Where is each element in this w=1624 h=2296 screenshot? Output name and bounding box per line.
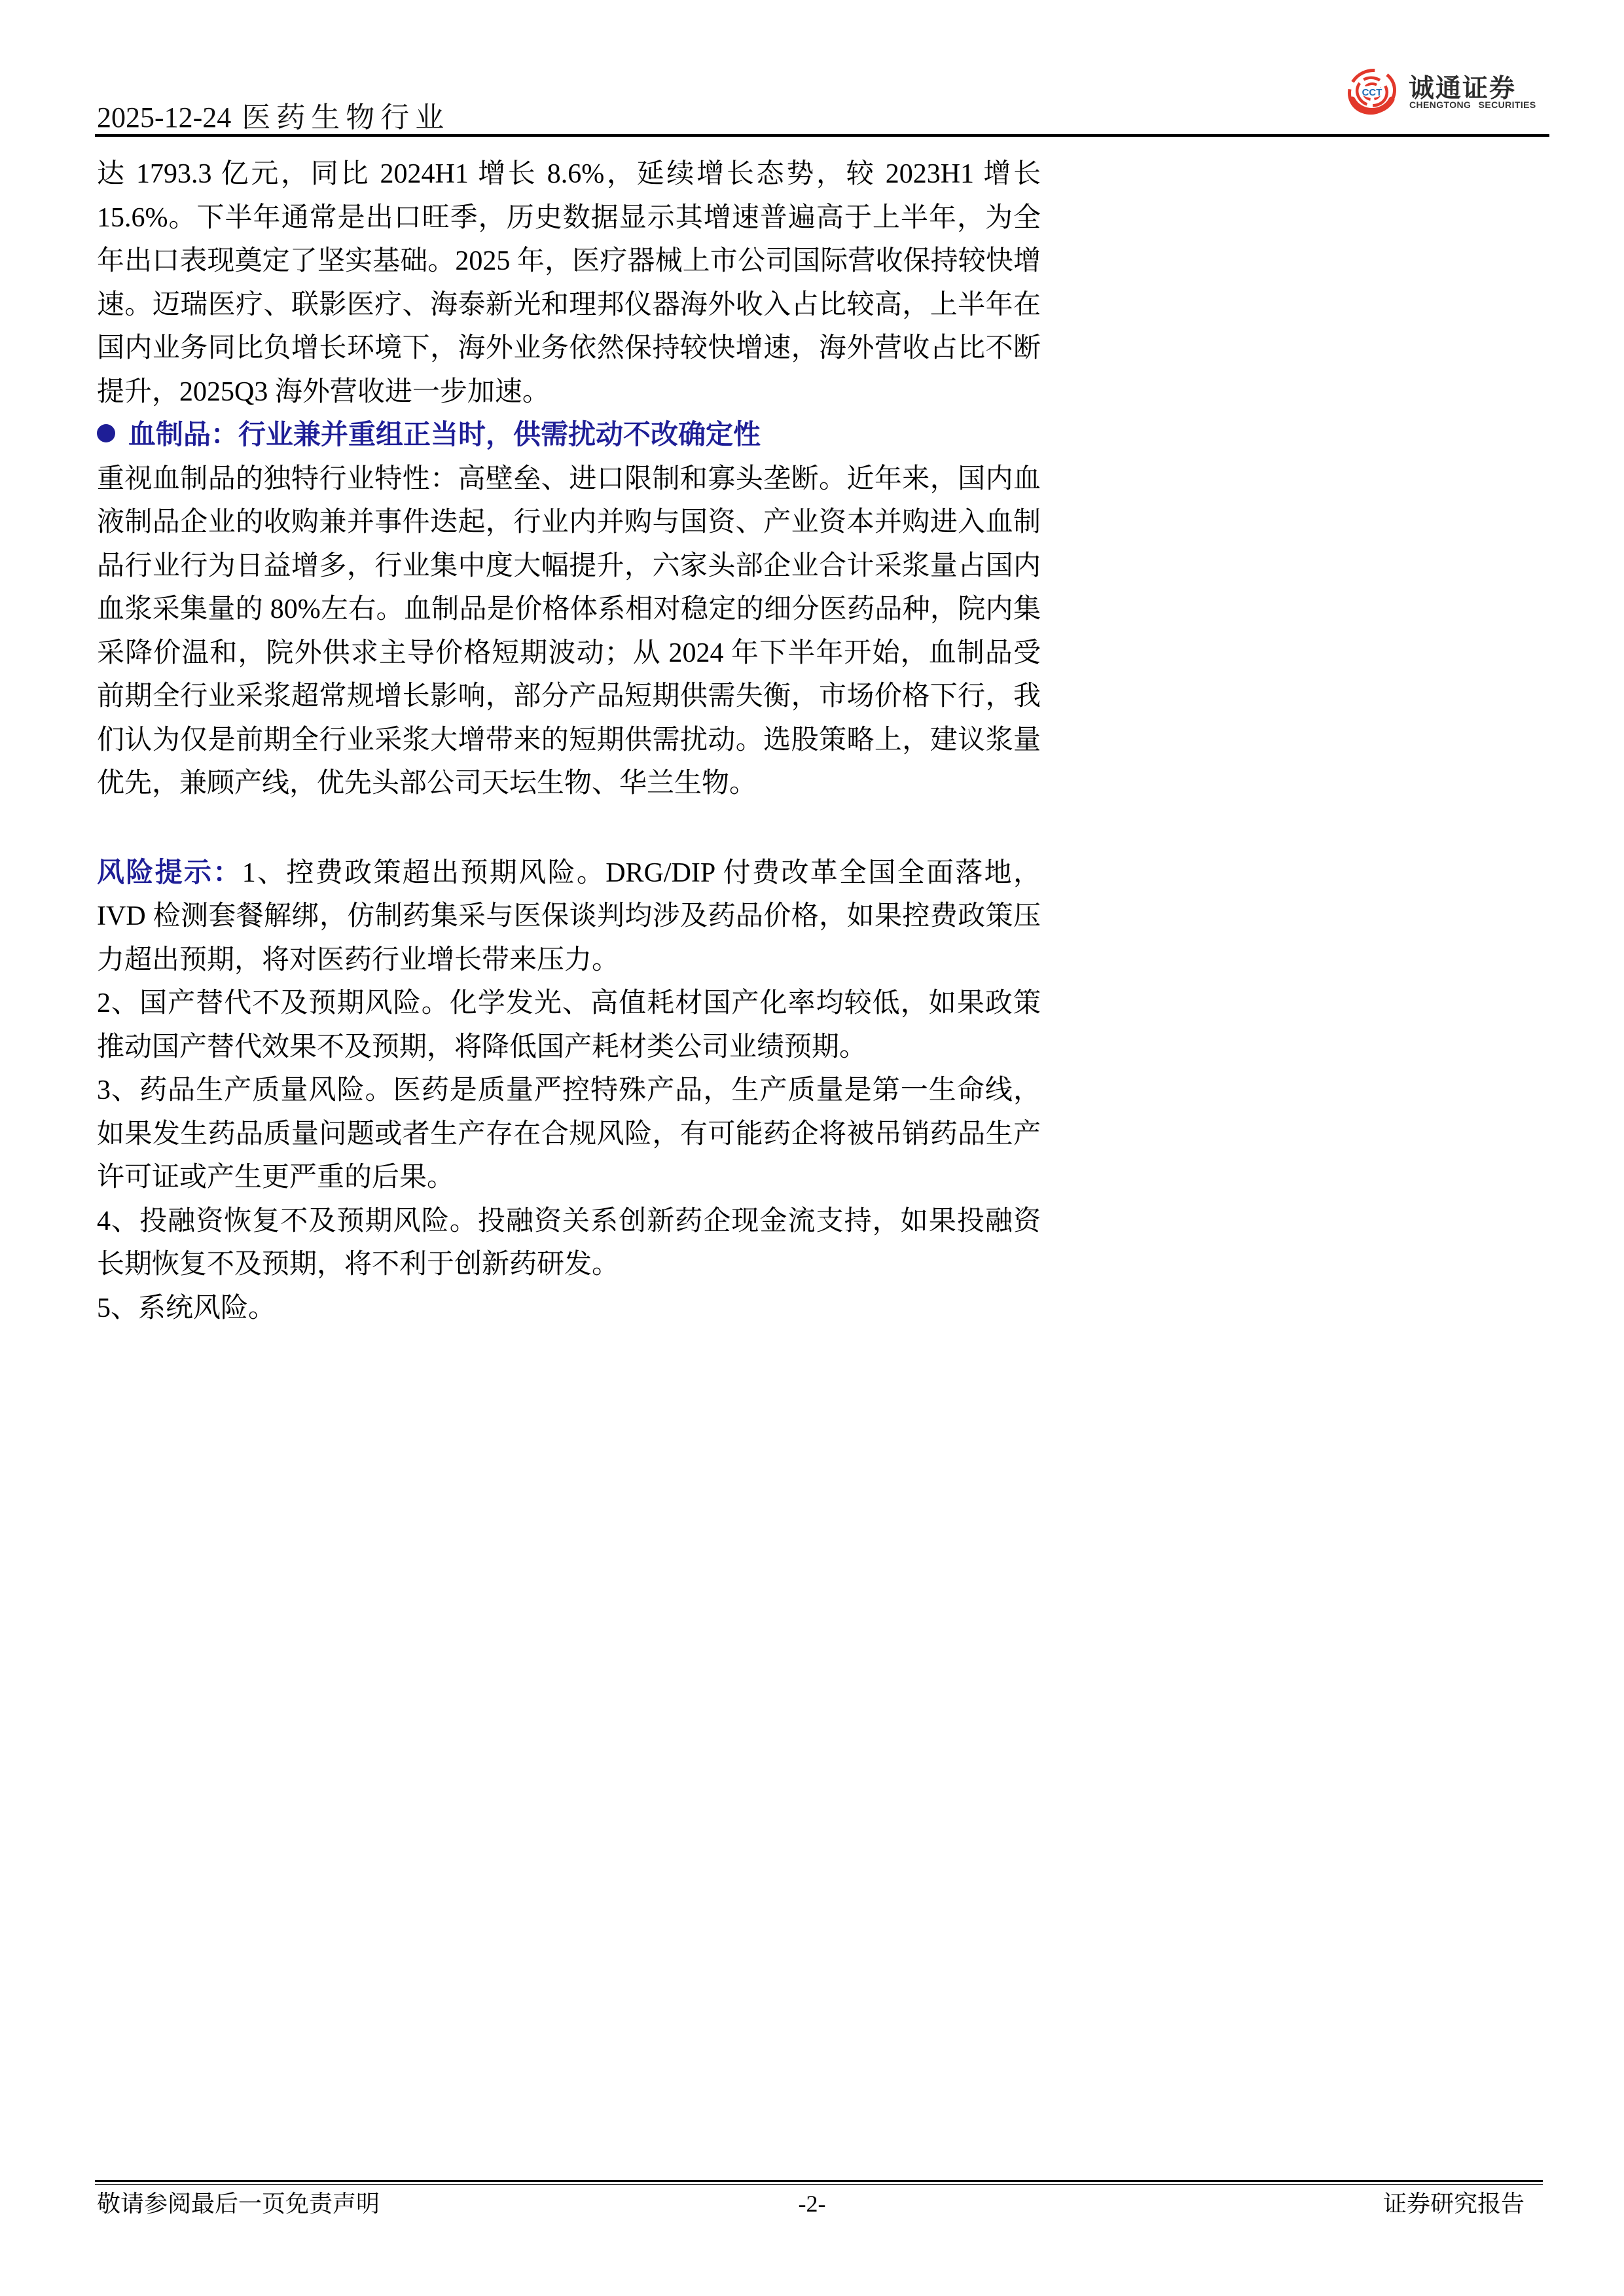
brand-logo	[1346, 63, 1542, 122]
logo-cct-text: CCT	[1362, 87, 1382, 98]
risk-item-1-text: 1、控费政策超出预期风险。DRG/DIP 付费改革全国全面落地，IVD 检测套餐解绑，仿制药集采与医保谈判均涉及药品价格，如果控费政策压力超出预期，将对医药行业增长带来压力。	[97, 857, 1041, 975]
header-divider	[95, 134, 1549, 137]
section-heading-text: 血制品：行业兼并重组正当时，供需扰动不改确定性	[128, 420, 761, 450]
paragraph-blood-products: 重视血制品的独特行业特性：高壁垒、进口限制和寡头垄断。近年来，国内血液制品企业的收购兼并事件迭起，行业内并购与国资、产业资本并购进入血制品行业行为日益增多，行业集中度大幅提升，六家头部企业合计采浆量占国内血浆采集量的 80%左右。血制品是价格体系相对稳定的细分医药品种，院内集采降价温和，院外供求主导价格短期波动；从 2024 年下半年开始，血制品受前期全行业采浆超常规增长影响，部分产品短期供需失衡，市场价格下行，我们认为仅是前期全行业采浆大增带来的短期供需扰动。选股策略上，建议浆量优先，兼顾产线，优先头部公司天坛生物、华兰生物。	[97, 463, 1041, 798]
paragraph-device-export: 达 1793.3 亿元，同比 2024H1 增长 8.6%，延续增长态势，较 2023H1 增长 15.6%。下半年通常是出口旺季，历史数据显示其增速普遍高于上半年，为全年出口表现奠定了坚实基础。2025 年，医疗器械上市公司国际营收保持较快增速。迈瑞医疗、联影医疗、海泰新光和理邦仪器海外收入占比较高，上半年在国内业务同比负增长环境下，海外业务依然保持较快增速，海外营收占比不断提升，2025Q3 海外营收进一步加速。	[97, 159, 1041, 407]
risk-item-4: 4、投融资恢复不及预期风险。投融资关系创新药企现金流支持，如果投融资长期恢复不及预期，将不利于创新药研发。	[97, 1206, 1041, 1280]
section-bullet-heading	[97, 414, 1041, 457]
footer-page-number: -2-	[798, 2191, 826, 2217]
risk-item-5: 5、系统风险。	[97, 1293, 276, 1323]
risk-item-1	[97, 852, 1041, 982]
logo-name-cn: 诚通证券	[1409, 75, 1517, 103]
bullet-icon	[97, 424, 115, 442]
page-header	[97, 99, 450, 136]
logo-emblem-icon	[1346, 68, 1398, 117]
risk-item-2: 2、国产替代不及预期风险。化学发光、高值耗材国产化率均较低，如果政策推动国产替代效果不及预期，将降低国产耗材类公司业绩预期。	[97, 988, 1041, 1062]
risk-item-3: 3、药品生产质量风险。医药是质量严控特殊产品，生产质量是第一生命线，如果发生药品质量问题或者生产存在合规风险，有可能药企将被吊销药品生产许可证或产生更严重的后果。	[97, 1075, 1041, 1193]
content-column	[97, 152, 1041, 1330]
footer-disclaimer: 敬请参阅最后一页免责声明	[97, 2191, 380, 2217]
header-date: 2025-12-24	[97, 101, 232, 134]
footer-divider	[95, 2180, 1543, 2185]
logo-name-en: CHENGTONG SECURITIES	[1409, 99, 1536, 110]
header-industry: 医药生物行业	[242, 101, 450, 134]
risk-section	[97, 852, 1041, 1331]
risk-lead-label: 风险提示：	[97, 857, 242, 888]
footer-report-type: 证券研究报告	[1382, 2191, 1525, 2217]
